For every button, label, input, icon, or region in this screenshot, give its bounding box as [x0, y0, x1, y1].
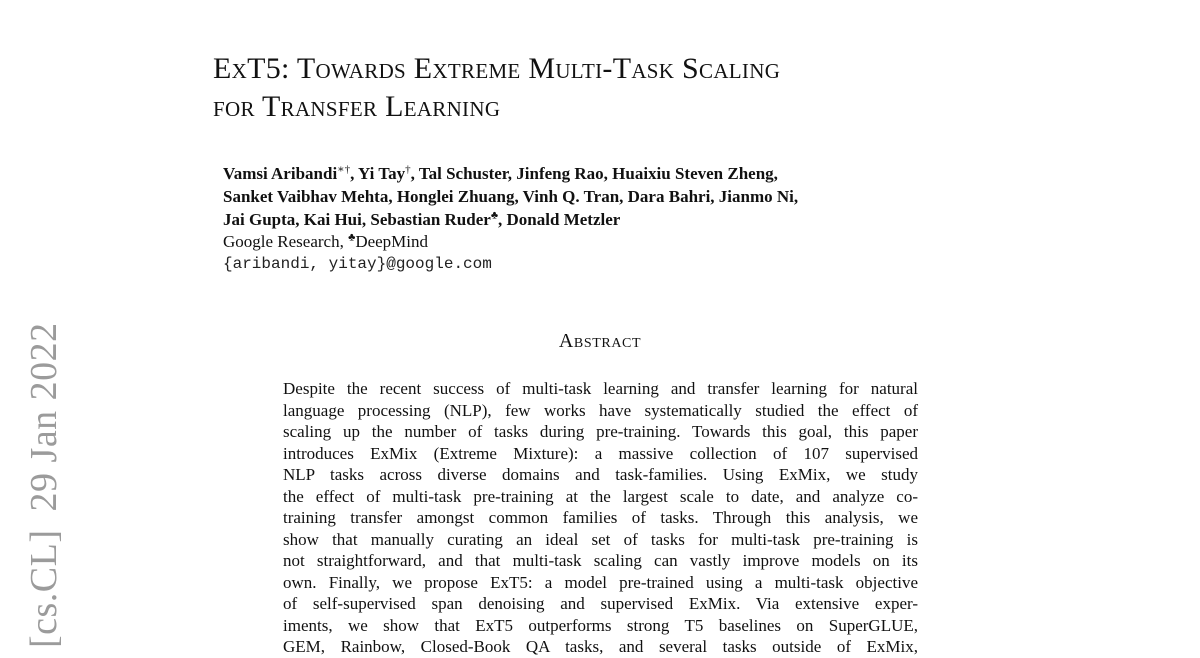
affiliation — [223, 231, 428, 253]
abstract-line: introduces ExMix (Extreme Mixture): a massive collection of 107 supervised — [283, 443, 918, 463]
affiliation-deepmind: DeepMind — [355, 232, 429, 251]
abstract-line: the effect of multi-task pre-training at the largest scale to date, and analyze co- — [283, 486, 918, 506]
author-name: Vamsi Aribandi — [223, 164, 338, 183]
abstract-line: not straightforward, and that multi-task scaling can vastly improve models on its — [283, 551, 918, 570]
paper-title-line-2: for Transfer Learning — [213, 90, 501, 123]
abstract-line: Despite the recent success of multi-task learning and transfer learning for natural — [283, 379, 918, 398]
abstract-body — [283, 378, 918, 658]
abstract-line: NLP tasks across diverse domains and task-families. Using ExMix, we study — [283, 465, 918, 484]
arxiv-sidebar-stamp — [22, 318, 74, 658]
abstract-line: of self-supervised span denoising and supervised ExMix. Via extensive exper- — [283, 594, 918, 613]
abstract-line: scaling up the number of tasks during pre-training. Towards this goal, this paper — [283, 422, 918, 441]
author-list — [223, 162, 983, 231]
author-line-2: Sanket Vaibhav Mehta, Honglei Zhuang, Vinh Q. Tran, Dara Bahri, Jianmo Ni, — [223, 187, 799, 206]
author-name: , Donald Metzler — [498, 210, 621, 229]
affiliation-google: Google Research, — [223, 232, 349, 251]
author-names: , Tal Schuster, Jinfeng Rao, Huaixiu Steven Zheng, — [410, 164, 778, 183]
author-mark: † — [405, 163, 411, 176]
abstract-line: GEM, Rainbow, Closed-Book QA tasks, and several tasks outside of ExMix, — [283, 637, 918, 656]
abstract-line: training transfer amongst common families of tasks. Through this analysis, we — [283, 508, 918, 527]
paper-title — [213, 50, 1073, 126]
contact-email[interactable]: {aribandi, yitay}@google.com — [223, 255, 492, 273]
abstract-line: language processing (NLP), few works have systematically studied the effect of — [283, 400, 918, 420]
arxiv-category: [cs.CL] — [23, 529, 65, 648]
author-name: , Yi Tay — [350, 164, 406, 183]
abstract-line: iments, we show that ExT5 outperforms strong T5 baselines on SuperGLUE, — [283, 615, 918, 635]
club-mark: ♣ — [490, 209, 499, 222]
author-line-3 — [223, 208, 983, 231]
author-line-1 — [223, 162, 983, 185]
arxiv-date: 29 Jan 2022 — [23, 322, 65, 512]
club-mark: ♣ — [348, 231, 356, 244]
author-names: Jai Gupta, Kai Hui, Sebastian Ruder — [223, 210, 491, 229]
author-mark: ∗† — [337, 163, 351, 176]
abstract-line: show that manually curating an ideal set of tasks for multi-task pre-training is — [283, 529, 918, 549]
abstract-line: own. Finally, we propose ExT5: a model pre-trained using a multi-task objective — [283, 572, 918, 592]
abstract-heading: Abstract — [558, 330, 642, 352]
arxiv-stamp-text — [22, 304, 66, 648]
paper-title-line-1: ExT5: Towards Extreme Multi-Task Scaling — [213, 52, 781, 85]
